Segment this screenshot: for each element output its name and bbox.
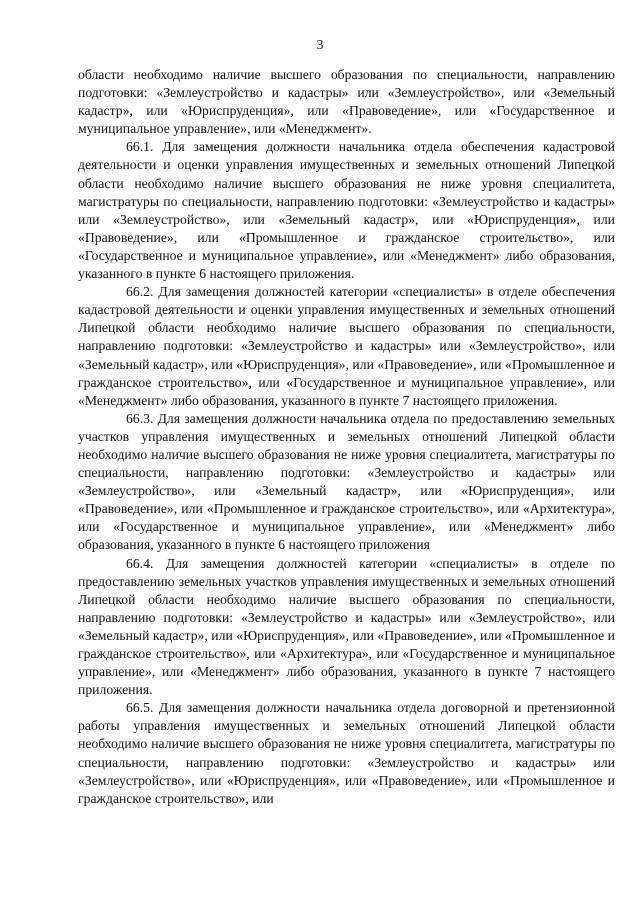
paragraph-66-5: 66.5. Для замещения должности начальника отдела договорной и претензионной работы управления имущественных и земельных отношений Липецкой области необходимо наличие высшего образования не ниже уровня специалитета, магистратуры по специальности, направлению подготовки: «Землеустройство и кадастры» или «Землеустройство», или «Юриспруденция», или «Правоведение», или «Промышленное и гражданское строительство», или (78, 700, 615, 806)
paragraph-continuation: области необходимо наличие высшего образования по специальности, направлению подготовки: «Землеустройство и кадастры» или «Землеустройство», или «Земельный кадастр», или «Юриспруденция», или «Правоведение», или «Государственное и муниципальное управление», или «Менеджмент». (78, 67, 615, 137)
paragraph-66-4: 66.4. Для замещения должностей категории «специалисты» в отделе по предоставлению земельных участков управления имущественных и земельных отношений Липецкой области необходимо наличие высшего образования по специальности, направлению подготовки: «Землеустройство и кадастры» или «Землеустройство», или «Земельный кадастр», или «Юриспруденция», или «Правоведение», или «Промышленное и гражданское строительство», или «Архитектура», или «Государственное и муниципальное управление», или «Менеджмент» либо образования, указанного в пункте 7 настоящего приложения. (78, 555, 615, 698)
paragraph-66-1: 66.1. Для замещения должности начальника отдела обеспечения кадастровой деятельности и оценки управления имущественных и земельных отношений Липецкой области необходимо наличие высшего образования не ниже уровня специалитета, магистратуры по специальности, направлению подготовки: «Землеустройство и кадастры» или «Землеустройство», или «Земельный кадастр», или «Юриспруденция», или «Правоведение», или «Промышленное и гражданское строительство», или «Государственное и муниципальное управление», или «Менеджмент» либо образования, указанного в пункте 6 настоящего приложения. (78, 139, 615, 282)
paragraph-66-3: 66.3. Для замещения должности начальника отдела по предоставлению земельных участков управления имущественных и земельных отношений Липецкой области необходимо наличие высшего образования не ниже уровня специалитета, магистратуры по специальности, направлению подготовки: «Землеустройство и кадастры» или «Землеустройство», или «Земельный кадастр», или «Юриспруденция», или «Правоведение», или «Промышленное и гражданское строительство», или «Архитектура», или «Государственное и муниципальное управление», или «Менеджмент» либо образования, указанного в пункте 6 настоящего приложения (78, 410, 615, 553)
page-number: 3 (316, 38, 324, 53)
document-body (78, 66, 615, 808)
paragraph-66-2: 66.2. Для замещения должностей категории «специалисты» в отделе обеспечения кадастровой деятельности и оценки управления имущественных и земельных отношений Липецкой области необходимо наличие высшего образования по специальности, направлению подготовки: «Землеустройство и кадастры» или «Землеустройство», или «Земельный кадастр», или «Юриспруденция», или «Правоведение», или «Промышленное и гражданское строительство», или «Государственное и муниципальное управление», или «Менеджмент» либо образования, указанного в пункте 7 настоящего приложения. (78, 284, 615, 408)
